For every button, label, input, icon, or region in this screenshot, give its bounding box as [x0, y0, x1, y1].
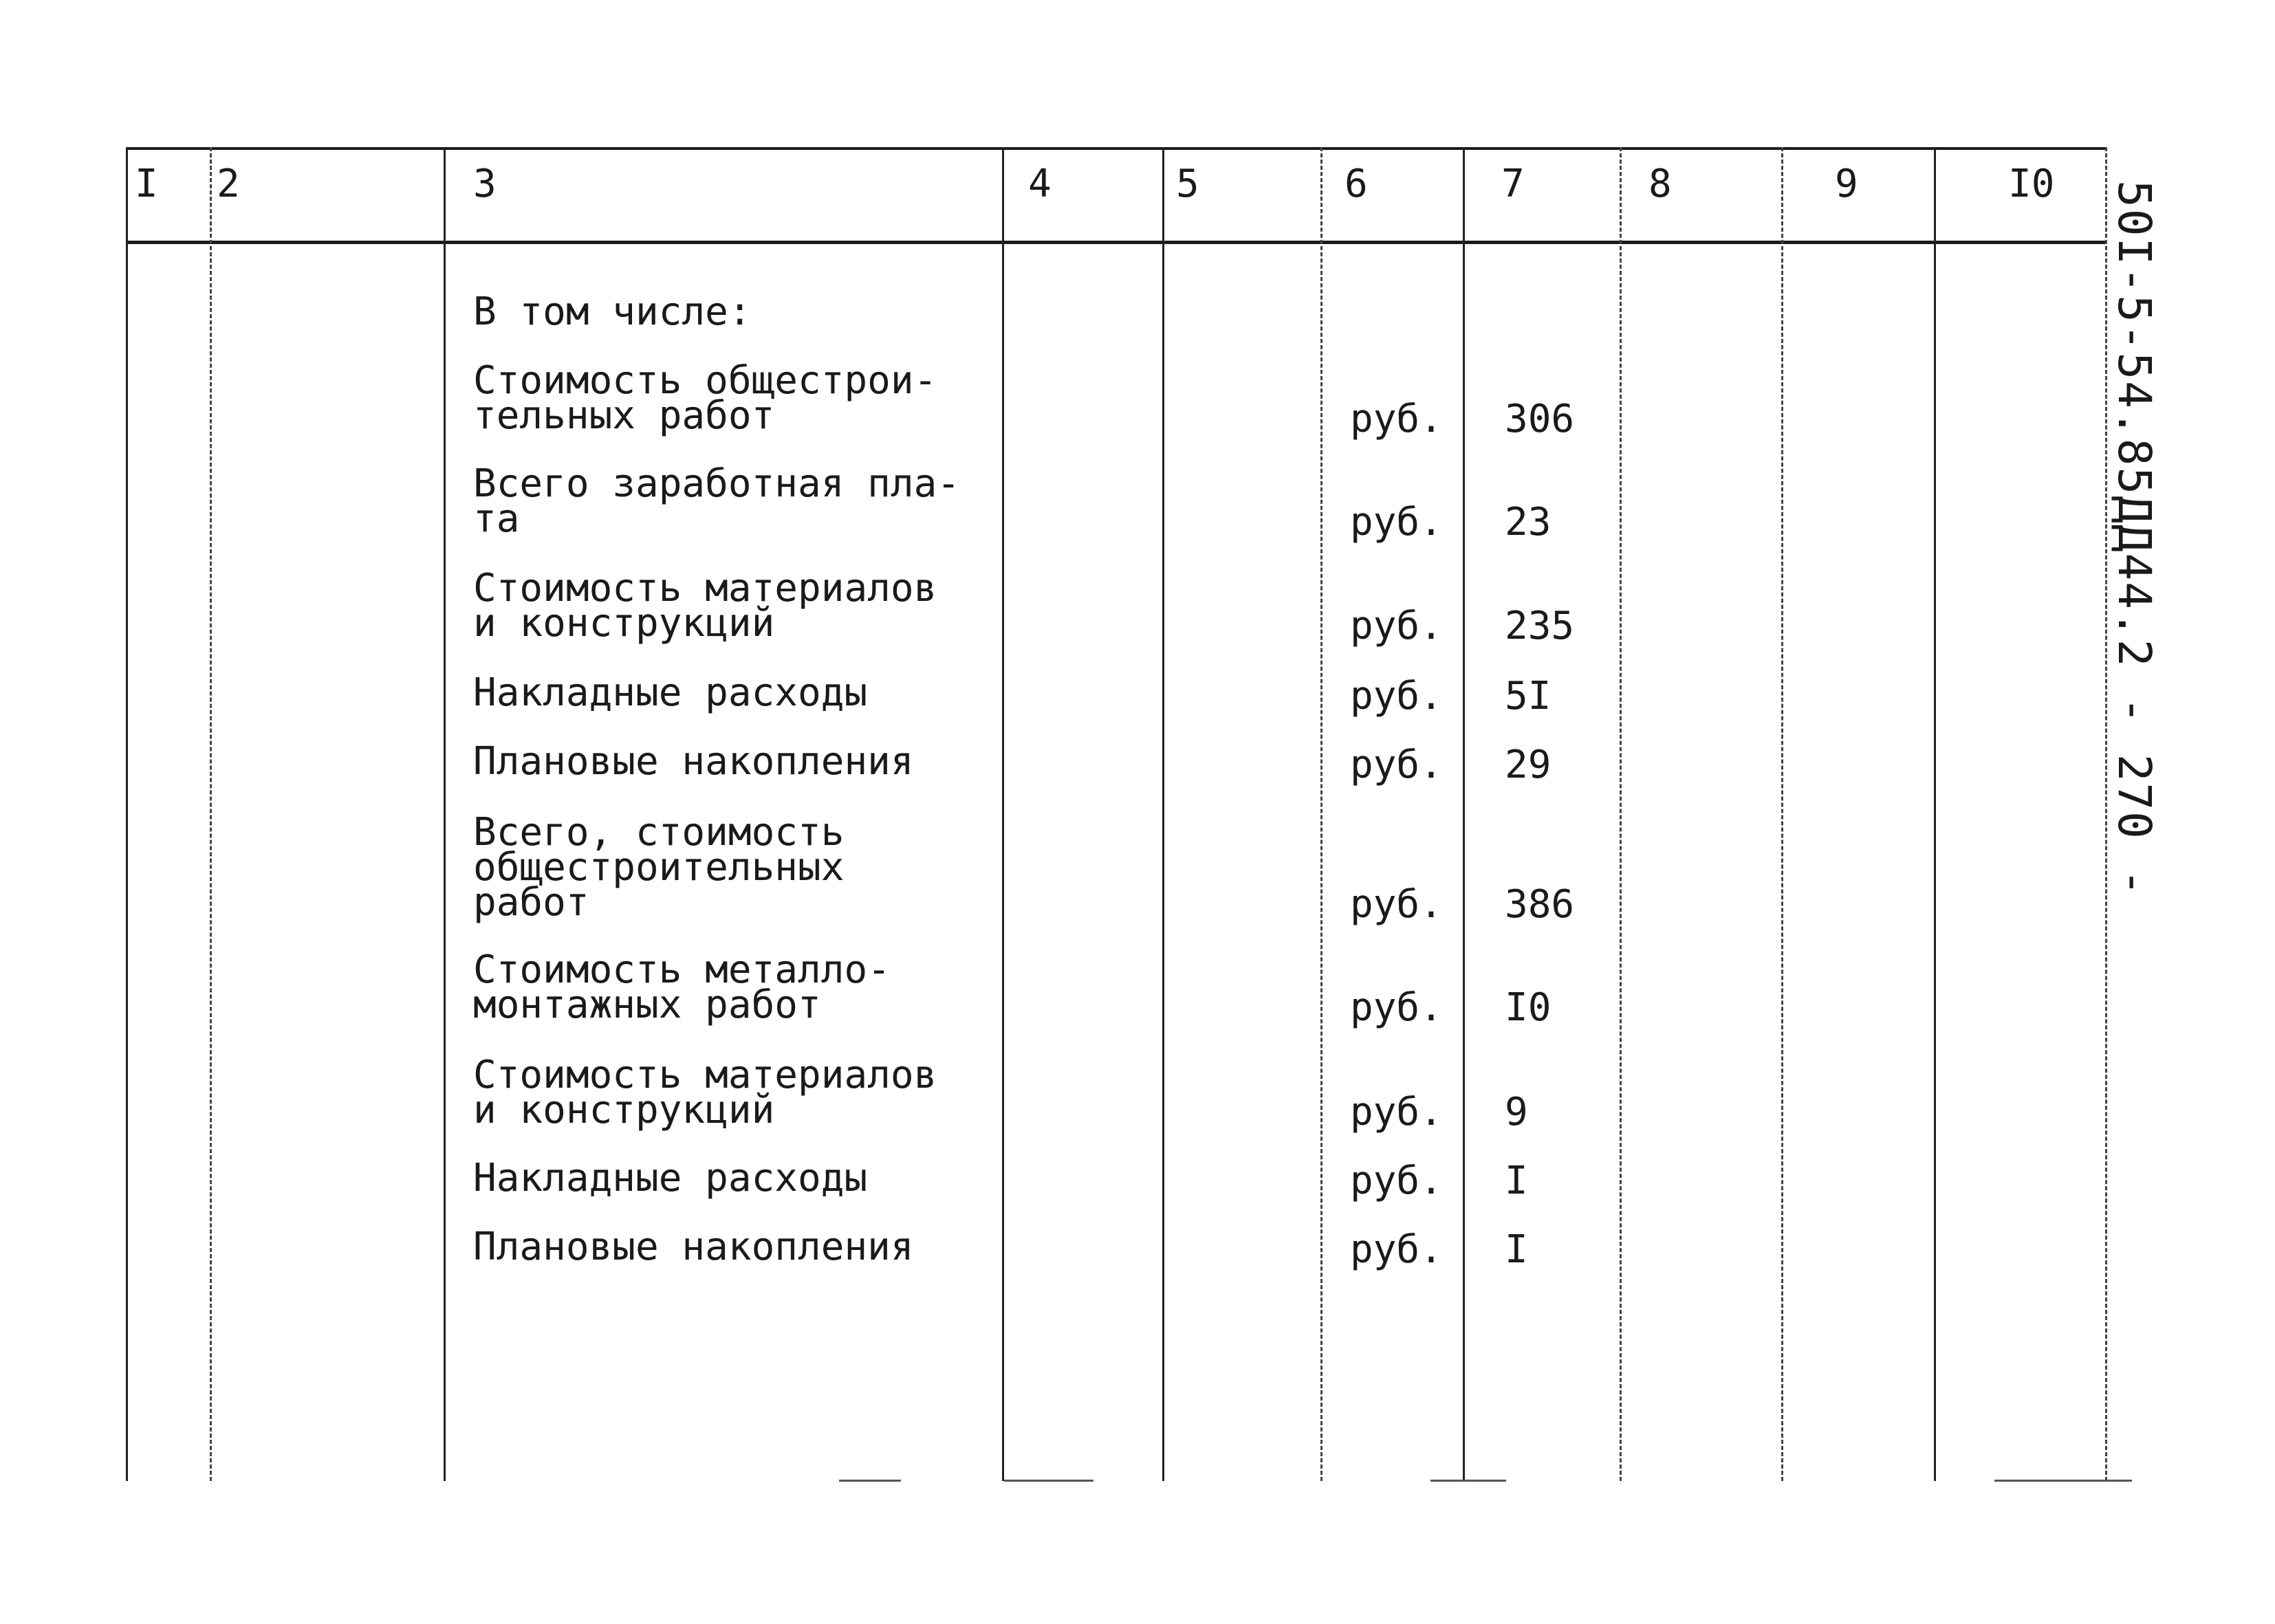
- column-separator-3: [1002, 147, 1004, 1481]
- row-description: Всего заработная пла- та: [473, 461, 961, 541]
- row-description: Стоимость общестрои- тельных работ: [473, 358, 937, 438]
- column-header-9: 9: [1835, 162, 1858, 206]
- row-description: Плановые накопления: [473, 1225, 914, 1269]
- row-value: 9: [1505, 1090, 1528, 1134]
- row-unit: руб.: [1350, 1227, 1443, 1272]
- row-unit: руб.: [1350, 397, 1443, 441]
- column-separator-8: [1781, 147, 1783, 1481]
- bottom-scan-mark: [1430, 1480, 1506, 1482]
- column-header-3: 3: [473, 162, 497, 206]
- row-unit: руб.: [1350, 1159, 1443, 1203]
- row-unit: руб.: [1350, 500, 1443, 545]
- row-value: 23: [1505, 500, 1552, 545]
- column-header-8: 8: [1648, 162, 1672, 206]
- margin-document-code: 50I-5-54.85ДД44.2 - 270 -: [2108, 180, 2161, 898]
- row-description: Стоимость материалов и конструкций: [473, 566, 937, 646]
- row-unit: руб.: [1350, 674, 1443, 718]
- row-description: Накладные расходы: [473, 670, 868, 715]
- row-description: Накладные расходы: [473, 1156, 868, 1200]
- column-header-6: 6: [1345, 162, 1368, 206]
- row-description: Всего, стоимость общестроительных работ: [473, 810, 845, 925]
- row-value: 306: [1505, 397, 1575, 441]
- column-separator-9: [1934, 147, 1936, 1481]
- row-value: I: [1505, 1159, 1528, 1203]
- row-value: I: [1505, 1227, 1528, 1272]
- column-header-7: 7: [1501, 162, 1525, 206]
- column-separator-4: [1162, 147, 1164, 1481]
- column-header-5: 5: [1176, 162, 1199, 206]
- row-value: 5I: [1505, 674, 1552, 718]
- column-separator-5: [1320, 147, 1322, 1481]
- row-unit: руб.: [1350, 882, 1443, 927]
- header-bottom-rule: [126, 241, 2105, 244]
- bottom-scan-mark: [1994, 1480, 2132, 1482]
- bottom-scan-mark: [839, 1480, 901, 1482]
- row-unit: руб.: [1350, 1090, 1443, 1134]
- row-description: Стоимость металло- монтажных работ: [473, 947, 891, 1027]
- row-value: 29: [1505, 743, 1552, 787]
- row-value: 386: [1505, 882, 1575, 927]
- column-separator-1: [210, 147, 212, 1481]
- column-header-10: I0: [2008, 162, 2055, 206]
- row-description: Стоимость материалов и конструкций: [473, 1053, 937, 1132]
- row-description: Плановые накопления: [473, 739, 914, 784]
- column-header-4: 4: [1028, 162, 1052, 206]
- column-header-1: I: [135, 162, 158, 206]
- column-border-right: [2105, 147, 2107, 1481]
- row-unit: руб.: [1350, 743, 1443, 787]
- row-value: 235: [1505, 604, 1575, 648]
- column-separator-7: [1620, 147, 1622, 1481]
- column-separator-2: [444, 147, 446, 1481]
- row-unit: руб.: [1350, 985, 1443, 1030]
- section-heading: В том числе:: [473, 289, 752, 334]
- row-unit: руб.: [1350, 604, 1443, 648]
- column-separator-6: [1463, 147, 1465, 1481]
- column-border-left: [126, 147, 128, 1481]
- row-value: I0: [1505, 985, 1552, 1030]
- bottom-scan-mark: [1004, 1480, 1093, 1482]
- column-header-2: 2: [217, 162, 240, 206]
- table-top-rule: [126, 147, 2105, 150]
